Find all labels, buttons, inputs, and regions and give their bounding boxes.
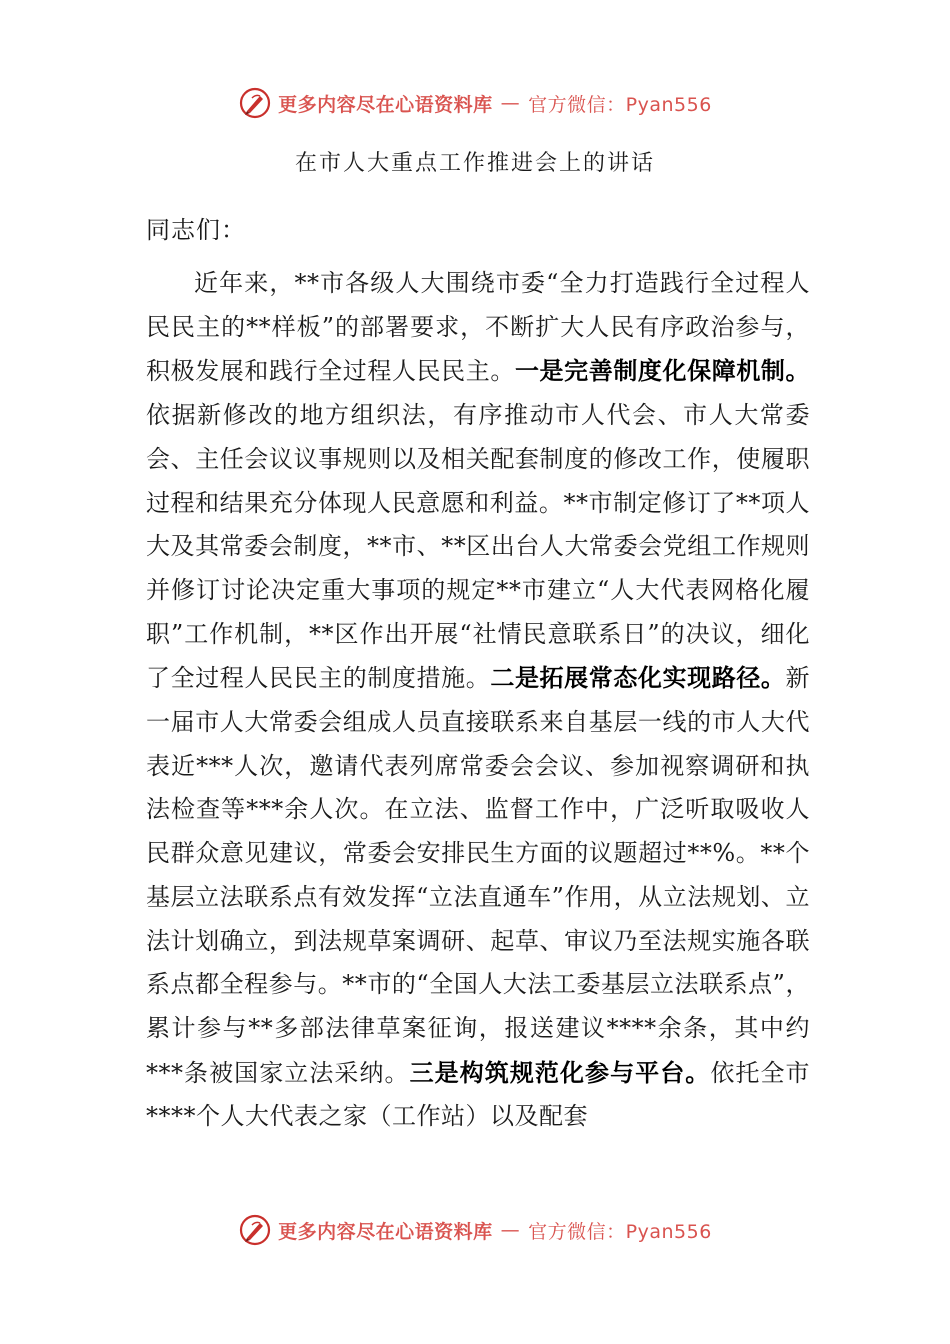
paragraph-segment: 依托全市****个人大代表之家（工作站）以及配套 bbox=[146, 1058, 811, 1131]
watermark-site-text: 更多内容尽在心语资料库 bbox=[278, 93, 493, 116]
watermark-header bbox=[0, 86, 950, 120]
watermark-wechat-text: 官方微信：Pyan556 bbox=[528, 93, 712, 116]
watermark-site-text: 更多内容尽在心语资料库 bbox=[278, 1220, 493, 1243]
watermark-wechat-text: 官方微信：Pyan556 bbox=[528, 1220, 712, 1243]
paragraph-heading-2: 二是拓展常态化实现路径。 bbox=[490, 663, 786, 693]
document-body-paragraph bbox=[146, 262, 810, 1139]
pen-logo-icon bbox=[238, 1213, 272, 1247]
paragraph-segment: 新一届市人大常委会组成人员直接联系来自基层一线的市人大代表近***人次，邀请代表列席常委会会议、参加视察调研和执法检查等***余人次。在立法、监督工作中，广泛听取吸收人民群众意见建议，常委会安排民生方面的议题超过**%。**个基层立法联系点有效发挥“立法直通车”作用，从立法规划、立法计划确立，到法规草案调研、起草、审议乃至法规实施各联系点都全程参与。**市的“全国人大法工委基层立法联系点”，累计参与**多部法律草案征询，报送建议****余条，其中约***条被国家立法采纳。 bbox=[146, 664, 811, 1087]
watermark-footer bbox=[0, 1213, 950, 1247]
watermark-separator: — bbox=[500, 1219, 521, 1241]
paragraph-heading-3: 三是构筑规范化参与平台。 bbox=[409, 1057, 711, 1087]
paragraph-segment: 依据新修改的地方组织法，有序推动市人代会、市人大常委会、主任会议议事规则以及相关配套制度的修改工作，使履职过程和结果充分体现人民意愿和利益。**市制定修订了**项人大及其常委会制度，**市、**区出台人大常委会党组工作规则并修订讨论决定重大事项的规定**市建立“人大代表网格化履职”工作机制，**区作出开展“社情民意联系日”的决议，细化了全过程人民民主的制度措施。 bbox=[146, 401, 810, 693]
paragraph-segment: 近年来，**市各级人大围绕市委“全力打造践行全过程人民民主的**样板”的部署要求，不断扩大人民有序政治参与，积极发展和践行全过程人民民主。 bbox=[146, 269, 810, 386]
pen-logo-icon bbox=[238, 86, 272, 120]
document-salutation: 同志们： bbox=[146, 216, 246, 244]
paragraph-heading-1: 一是完善制度化保障机制。 bbox=[514, 356, 811, 386]
watermark-separator: — bbox=[500, 92, 521, 114]
document-title: 在市人大重点工作推进会上的讲话 bbox=[294, 151, 655, 176]
